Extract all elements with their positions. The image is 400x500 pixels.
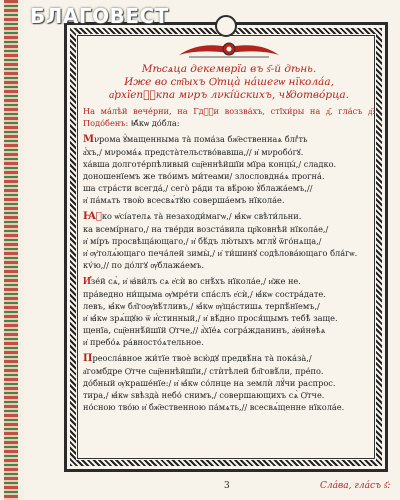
book-page xyxy=(24,0,400,500)
stichera-4 xyxy=(83,352,375,413)
stanza-line: реосла́вное жи́тїе твоѐ всю́дꙋ предвѣ́на та̀ пока́за̀,/ xyxy=(92,353,312,363)
ornamental-border-strip xyxy=(4,0,18,500)
drop-initial: И҆ xyxy=(83,276,91,287)
drop-initial: Ꙗ҆ xyxy=(83,211,102,222)
stanza-line: и҆ ѹ҆толѧ́ющаго печа́лей зимы̀,/ и҆ ти́шинꙋ содѣлова́ющаго бла́гѡ. xyxy=(83,248,358,258)
page-number: 3 xyxy=(224,481,230,491)
stanza-line: но́сною тво́ю и҆ бж҃ественною па́мѧть,// всесвѧ́щенне нїкола́е. xyxy=(83,402,345,412)
headpiece-ornament xyxy=(169,39,289,61)
stichera-3 xyxy=(83,275,375,348)
stanza-line: до́бный ѹ҆краше́нїе:/ и҆ ꙗ҆́кѡ со́лнце на землѝ лꙋ́чи распрос. xyxy=(83,378,336,388)
service-heading xyxy=(83,63,375,102)
stanza-line: и҆ ꙗ҆́кѡ зрѧ́щꙋю ѿ и҆́стинный,/ и҆ вѣ́дно прося́щымъ тебѣ̀ заще. xyxy=(83,313,338,323)
stanza-line: ко ѡ҆сі́ателѧ та̀ незаходи́магѡ,/ ꙗ҆́кѡ свѣти́льни. xyxy=(101,211,302,221)
stanza-line: доношенїемъ же тво́имъ ми́теами/ злословдна́ѧ прогна́. xyxy=(83,171,325,181)
drop-initial: П xyxy=(83,353,93,364)
stanza-line: ша стра́сти всегда́,/ сего̀ ра́ди та вѣ́рою ꙋ҆блажа́емъ,// xyxy=(83,183,313,193)
stanza-line: левъ, ꙗ҆́кѡ бл҃гоѹ҆вѣ́тливъ,/ ꙗ҆́кѡ ѹ҆ща́стишѧ терпѣ́нїемъ,/ xyxy=(83,301,320,311)
stanza-line: и҆ па́мѧть твою̀ всесвѧ́тꙋю соверша́емъ нїкола́е. xyxy=(83,195,285,205)
catchword-rubric: Сла́ва, гла́съ ѕ҃: xyxy=(320,481,391,491)
stanza-line: и҆ пребо́ѧ ра́вносто́ѧтельное. xyxy=(83,337,204,347)
stanza-line: кѵ́ю,// по до́лгꙋ ѹ҆блажа́емъ. xyxy=(83,260,205,270)
watermark: БЛАГОВЕСТ xyxy=(30,4,169,28)
text-block xyxy=(83,39,375,413)
podoben-text: Ꙗ҆́кѡ до́бла: xyxy=(130,118,180,128)
left-page-edge xyxy=(0,0,25,500)
stanza-line: щенїа, сщ҃еннѣ́йшїй Ѻ҆тче,// а҆̀хїе́ѧ согра́жданинъ, а҆ѳи́нѳѣѧ xyxy=(83,325,326,335)
stanza-line: пра́ведно ни́щыма ѹ҆мре́ти спа́слъ е҆сѝ,/ ꙗ҆́кѡ состра́дате. xyxy=(83,289,326,299)
frame-top-medallion xyxy=(215,15,237,37)
stichera-2 xyxy=(83,210,375,271)
stanza-line: тира,/ ꙗ҆́кѡ ѕвѣзда̀ небо́ снимъ,/ совершающихъ сѧ̀ Ѻ҆тче. xyxy=(83,390,325,400)
drop-initial: М xyxy=(83,134,95,145)
stanza-line: зе́й сѧ̀, и҆ ꙗ҆ви́лъ сѧ е҆сѝ во снѣ́хъ нїкола́е,/ и҆же не. xyxy=(90,276,301,286)
heading-line-2: Иже во ст҃ыхъ Ѻ҆тца̀ на́шегѡ нїкола́а, xyxy=(124,76,334,88)
heading-line-3: а҆рхїепⷭ҇кпа мνръ лνкі́йскихъ, чꙋдотво́рца. xyxy=(108,89,350,101)
vespers-rubric xyxy=(83,105,375,129)
stanza-line: ха́вша долготе́рпѣливый сщ҃еннѣйшїи мїра концы́,/ сладко. xyxy=(83,159,337,169)
stanza-line: ка всемі́рнаго,/ на тве́рди возста́вила цр҃ковнѣй нїкола́е,/ xyxy=(83,224,329,234)
stanza-line: и҆ мі́ръ просвѣща́ющаго,/ и҆ бѣ́дъ лю́тыхъ мглꙋ̀ ѿго́нѧща,/ xyxy=(83,236,322,246)
stichera-1 xyxy=(83,133,375,206)
rubric-text: На ма́лѣй вече́рни, на Гдⷭ҇и воззва́хъ, стїхи́ры на д҃, гла́съ д҃: Подо́бенъ: xyxy=(83,106,375,128)
stanza-line: νрома ꙋ҆мащенныма та̀ пома́за бж҃ественнаѧ блгⷣть xyxy=(94,134,308,144)
stanza-line: а҆гомбдре Ѻ҆тче сщ҃еннѣйшїи,/ стѝтѣлей бл҃говѣ́ли, пре́по. xyxy=(83,366,324,376)
stanza-line: а҆́хъ,/ мνрома́ѧ предста̀тельство́вавша,// и҆ мνробо́гꙋ. xyxy=(83,147,304,157)
heading-line-1: Мѣсѧца декемврїа въ ѕ҃-й дѣнь. xyxy=(141,63,317,75)
ornamental-frame xyxy=(64,22,388,472)
